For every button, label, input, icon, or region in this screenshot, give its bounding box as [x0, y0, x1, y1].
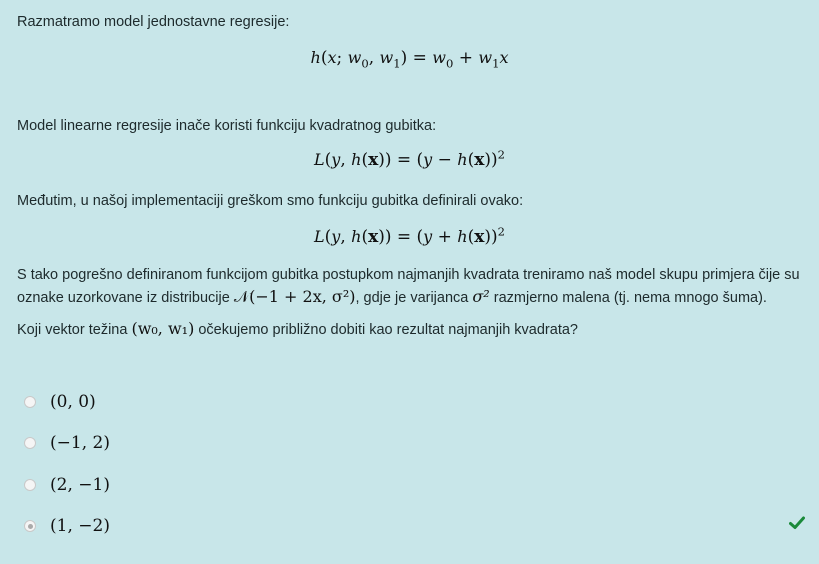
question-text: Koji vektor težina (w₀, w₁) očekujemo približno dobiti kao rezultat najmanjih kvadrata?	[17, 319, 578, 338]
loss-formula: L(y, $h(x)) = (y - h(x))^2$	[314, 147, 505, 170]
description-text: S tako pogrešno definiranom funkcijom gubitka postupkom najmanjih kvadrata treniramo naš model skupu primjera čije su oznake uzorkovane iz distribucije 𝒩(−1 + 2x, σ²), gdje je varijanca σ² razmjerno malena (tj. nema mnogo šuma).	[17, 267, 800, 306]
checkmark-icon	[789, 516, 805, 530]
option-4[interactable]	[24, 514, 110, 538]
bug-formula: L(y, $h(x)) = (y + h(x))^2$	[314, 224, 505, 247]
option-1[interactable]	[24, 390, 96, 414]
loss-intro-text: Model linearne regresije inače koristi funkciju kvadratnog gubitka:	[17, 118, 437, 134]
bug-intro-text: Međutim, u našoj implementaciji greškom smo funkciju gubitka definirali ovako:	[17, 193, 524, 209]
distribution-expression: 𝒩(−1 + 2x, σ²)	[233, 287, 356, 306]
option-2[interactable]	[24, 431, 110, 455]
option-label: (1, −2)	[50, 516, 110, 536]
radio-button-selected[interactable]	[24, 520, 36, 532]
option-label: (2, −1)	[50, 475, 110, 495]
intro-text: Razmatramo model jednostavne regresije:	[17, 14, 290, 30]
option-label: (0, 0)	[50, 392, 96, 412]
radio-button[interactable]	[24, 396, 36, 408]
radio-button[interactable]	[24, 437, 36, 449]
radio-button[interactable]	[24, 479, 36, 491]
variance-symbol: σ²	[472, 287, 490, 306]
option-3[interactable]	[24, 473, 110, 497]
model-formula: h(x; $w_0$, $w_1) = w_0 + w_1x$	[310, 48, 509, 71]
weights-vector: (w₀, w₁)	[131, 319, 195, 338]
option-label: (−1, 2)	[50, 433, 110, 453]
